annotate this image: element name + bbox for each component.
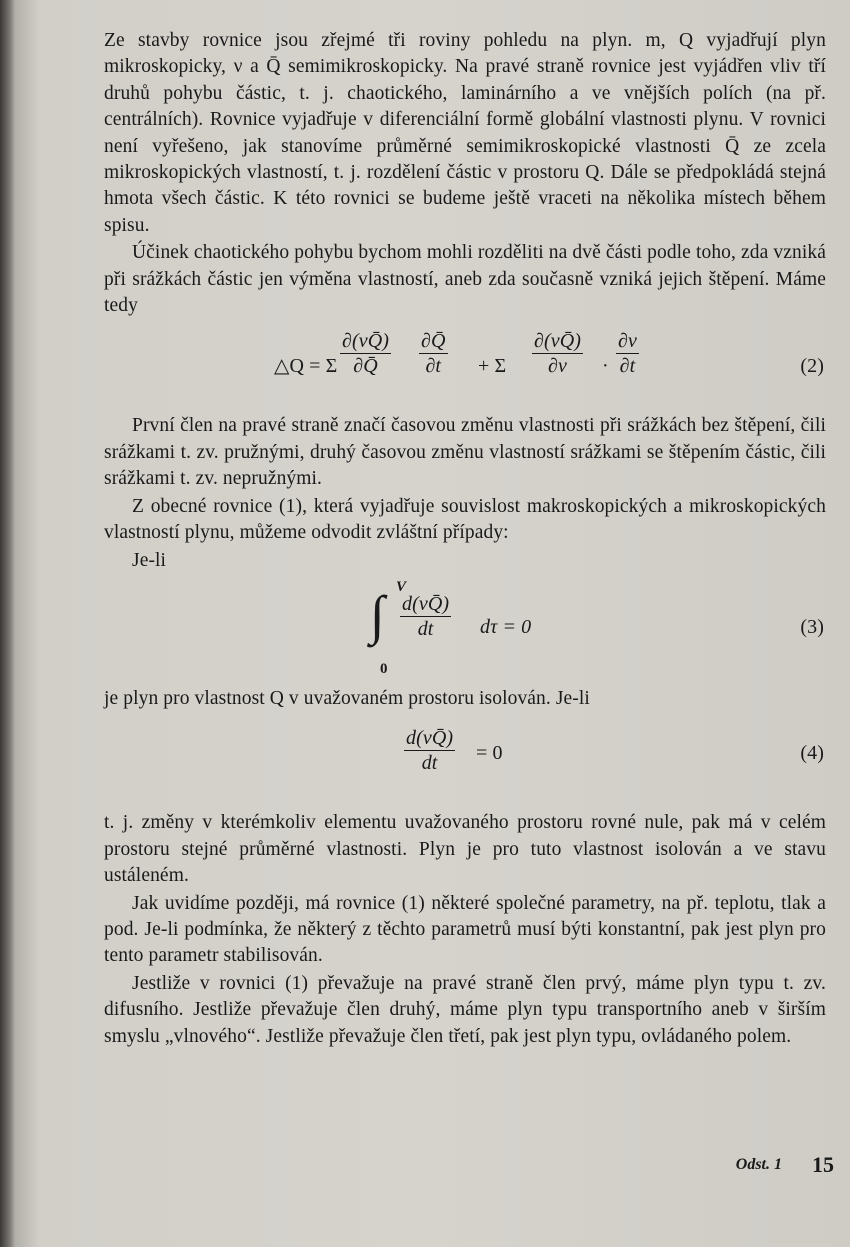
eq2-fraction-4: $\frac{\partial\nu}{\partial t}$: [618, 330, 637, 378]
page-number: 15: [812, 1152, 834, 1177]
paragraph-8: Jestliže v rovnici (1) převažuje na pravé straně člen prvý, máme plyn typu t. zv. difusního. Jestliže převažuje člen druhý, máme plyn typu transportního aneb v širším smyslu „vlnového“. Jestliže převažuje člen třetí, pak jest plyn typu, ovládaného polem.: [104, 972, 826, 1047]
eq3-number: (3): [800, 615, 824, 638]
eq3-lower-limit: 0: [380, 660, 388, 677]
eq2-plus-sum: + Σ: [478, 355, 507, 378]
equation-4: [104, 722, 826, 802]
paragraph-6: t. j. změny v kterémkoliv elementu uvažovaného prostoru rovné nule, pak má v celém prostoru stejné průměrné vlastnosti. Plyn je pro tuto vlastnost isolován a ve stavu ustáleném.: [104, 812, 826, 887]
eq3-upper-limit: V: [396, 578, 407, 595]
paragraph-5: je plyn pro vlastnost Q v uvažovaném prostoru isolován. Je-li: [104, 687, 590, 709]
section-label: Odst. 1: [735, 1156, 782, 1173]
page-footer: [104, 1150, 834, 1180]
paragraph-1: Ze stavby rovnice jsou zřejmé tři roviny pohledu na plyn. m, Q vyjadřují plyn mikroskopicky, ν a Q̄ semimikroskopicky. Na pravé straně rovnice jest vyjádřen vliv tří druhů pohybu částic, t. j. chaotického, laminárního a ve vnějších polích (na př. centrálních). Rovnice vyjadřuje v diferenciální formě globální vlastnosti plynu. V rovnici není vyřešeno, jak stanovíme průměrné semimikroskopické vlastnosti Q̄ ze zcela mikroskopických vlastností, t. j. rozdělení částic v prostoru Q. Dále se předpokládá stejná hmota všech částic. K této rovnici se budeme ještě vraceti na několika místech během spisu.: [104, 30, 826, 236]
eq4-number: (4): [800, 742, 824, 765]
eq2-dot: ·: [602, 355, 609, 378]
paragraph-2: Účinek chaotického pohybu bychom mohli rozděliti na dvě části podle toho, zda vzniká při srážkách částic jen výměna vlastností, aneb zda současně vzniká jejich štěpení. Máme tedy: [104, 242, 826, 317]
paragraph-3: První člen na pravé straně značí časovou změnu vlastnosti při srážkách bez štěpení, čili srážkami t. zv. pružnými, druhý časovou změnu vlastností srážkami se štěpením částic, čili srážkami t. zv. nepružnými.: [104, 415, 826, 490]
eq2-number: (2): [800, 355, 824, 378]
eq2-lhs: △Q = Σ: [274, 355, 338, 378]
paragraph-7: Jak uvidíme později, má rovnice (1) některé společné parametry, na př. teplotu, tlak a pod. Je-li podmínka, že některý z těchto parametrů musí býti konstantní, pak jest plyn pro tento parametr stabilisován.: [104, 892, 826, 967]
eq3-rest: dτ = 0: [480, 615, 532, 638]
eq3-integral-sign: ∫: [370, 584, 385, 645]
eq4-rest: = 0: [476, 742, 503, 765]
equation-2: [104, 325, 826, 405]
eq3-fraction: $\frac{d(\nu Q̄)}{dt}$: [402, 592, 450, 640]
paragraph-4-je-li: Je-li: [132, 549, 167, 571]
equation-3: [104, 574, 826, 678]
eq2-fraction-3: $\frac{\partial(\nu Q̄)}{\partial\nu}$: [534, 330, 582, 378]
eq2-fraction-2: $\frac{\partial Q̄}{\partial t}$: [421, 330, 446, 378]
page-content: [104, 28, 826, 1050]
eq4-fraction: $\frac{d(\nu Q̄)}{dt}$: [406, 727, 454, 775]
book-binding-edge: [0, 0, 14, 1247]
paragraph-4: Z obecné rovnice (1), která vyjadřuje souvislost makroskopických a mikroskopických vlastností plynu, můžeme odvodit zvláštní případy:: [104, 495, 826, 544]
eq2-fraction-1: $\frac{\partial(\nu Q̄)}{\partial Q̄}$: [342, 330, 390, 378]
